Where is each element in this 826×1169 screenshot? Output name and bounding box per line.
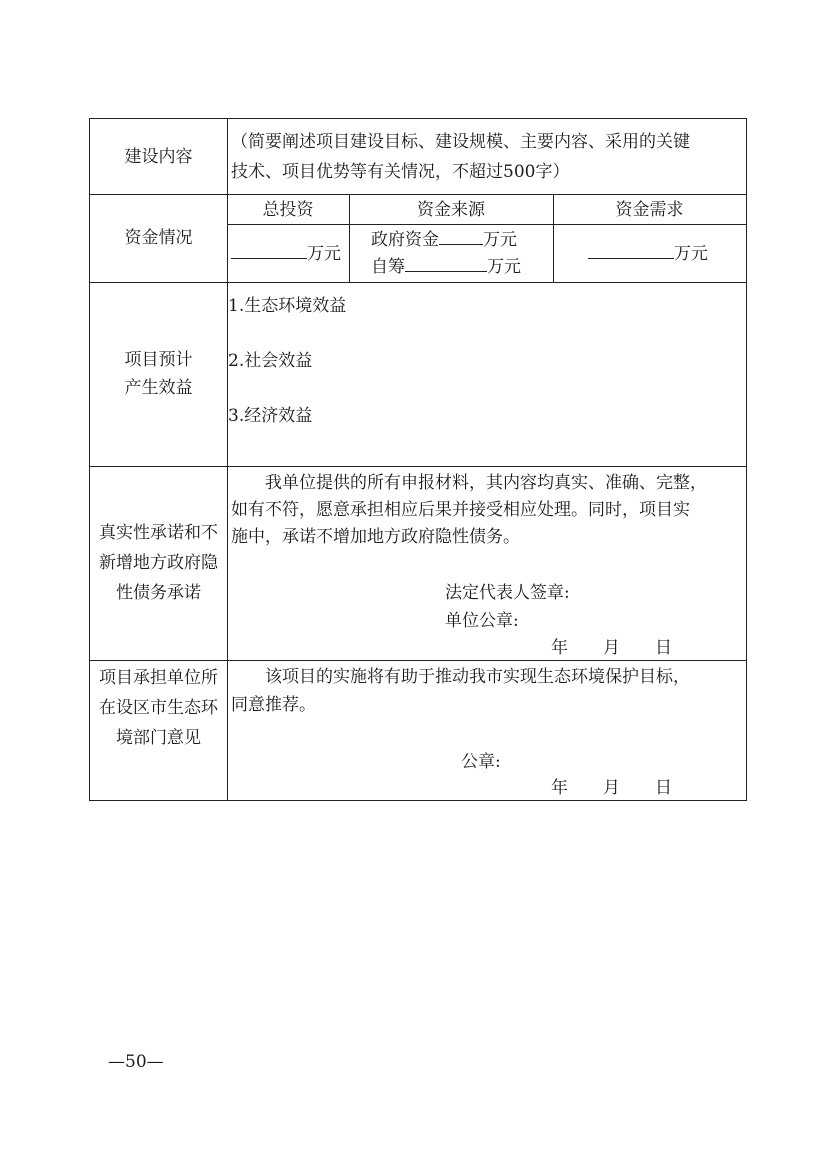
unit-text: 万元 [487, 257, 521, 277]
benefits-label-line2: 产生效益 [124, 378, 193, 398]
opinion-label-line1: 项目承担单位所 [99, 668, 218, 688]
unit-text: 万元 [674, 244, 708, 264]
application-form-table [89, 118, 747, 801]
total-investment-field [231, 241, 341, 268]
opinion-seal: 公章: [461, 752, 501, 772]
benefit-item-3: 3.经济效益 [228, 406, 313, 426]
opinion-text-line1: 该项目的实施将有助于推动我市实现生态环境保护目标， [265, 667, 690, 687]
opinion-text-line2: 同意推荐。 [231, 695, 316, 715]
opinion-label-line3: 境部门意见 [116, 728, 201, 748]
self-funding-field [371, 254, 521, 281]
page-number: —50— [108, 1052, 164, 1072]
construction-label-text: 建设内容 [124, 146, 193, 167]
unit-text: 万元 [307, 244, 341, 264]
opinion-date [551, 775, 672, 802]
funding-demand-blank[interactable] [588, 242, 674, 259]
gov-funding-label: 政府资金 [371, 230, 439, 250]
gov-funding-blank[interactable] [439, 228, 483, 245]
benefits-label [90, 282, 227, 466]
benefit-item-2: 2.社会效益 [228, 351, 313, 371]
commitment-label-line3: 性债务承诺 [116, 583, 201, 603]
commitment-label-line2: 新增地方政府隐 [99, 553, 218, 573]
benefit-item-1: 1.生态环境效益 [228, 296, 347, 316]
date-day: 日 [655, 778, 672, 798]
commitment-date [551, 635, 672, 662]
unit-text: 万元 [483, 230, 517, 250]
self-funding-blank[interactable] [405, 255, 487, 272]
commitment-text-line3: 施中，承诺不增加地方政府隐性债务。 [231, 527, 520, 547]
date-day: 日 [655, 638, 672, 658]
date-month: 月 [603, 638, 620, 658]
commitment-label-line1: 真实性承诺和不 [99, 523, 218, 543]
total-investment-blank[interactable] [231, 242, 307, 259]
funding-label [90, 194, 227, 282]
opinion-label-line2: 在设区市生态环 [99, 698, 218, 718]
benefits-label-line1: 项目预计 [124, 350, 193, 370]
construction-label [90, 119, 227, 194]
col-total-investment: 总投资 [262, 200, 314, 220]
opinion-label [90, 660, 227, 760]
construction-hint-line1: （简要阐述项目建设目标、建设规模、主要内容、采用的关键 [231, 132, 690, 152]
date-month: 月 [603, 778, 620, 798]
col-funding-source: 资金来源 [417, 200, 485, 220]
date-year: 年 [551, 638, 568, 658]
unit-seal: 单位公章: [445, 611, 519, 631]
legal-rep-signature: 法定代表人签章: [445, 583, 570, 603]
commitment-label [90, 466, 227, 660]
funding-header-divider [227, 224, 746, 225]
funding-label-text: 资金情况 [124, 228, 193, 248]
col-funding-demand: 资金需求 [615, 200, 684, 220]
gov-funding-field [371, 227, 517, 254]
construction-hint-line2: 技术、项目优势等有关情况，不超过500字） [231, 162, 570, 182]
date-year: 年 [551, 778, 568, 798]
commitment-text-line1: 我单位提供的所有申报材料，其内容均真实、准确、完整， [265, 473, 707, 493]
self-funding-label: 自筹 [371, 257, 405, 277]
funding-demand-field [588, 241, 708, 268]
commitment-text-line2: 如有不符，愿意承担相应后果并接受相应处理。同时，项目实 [231, 500, 690, 520]
